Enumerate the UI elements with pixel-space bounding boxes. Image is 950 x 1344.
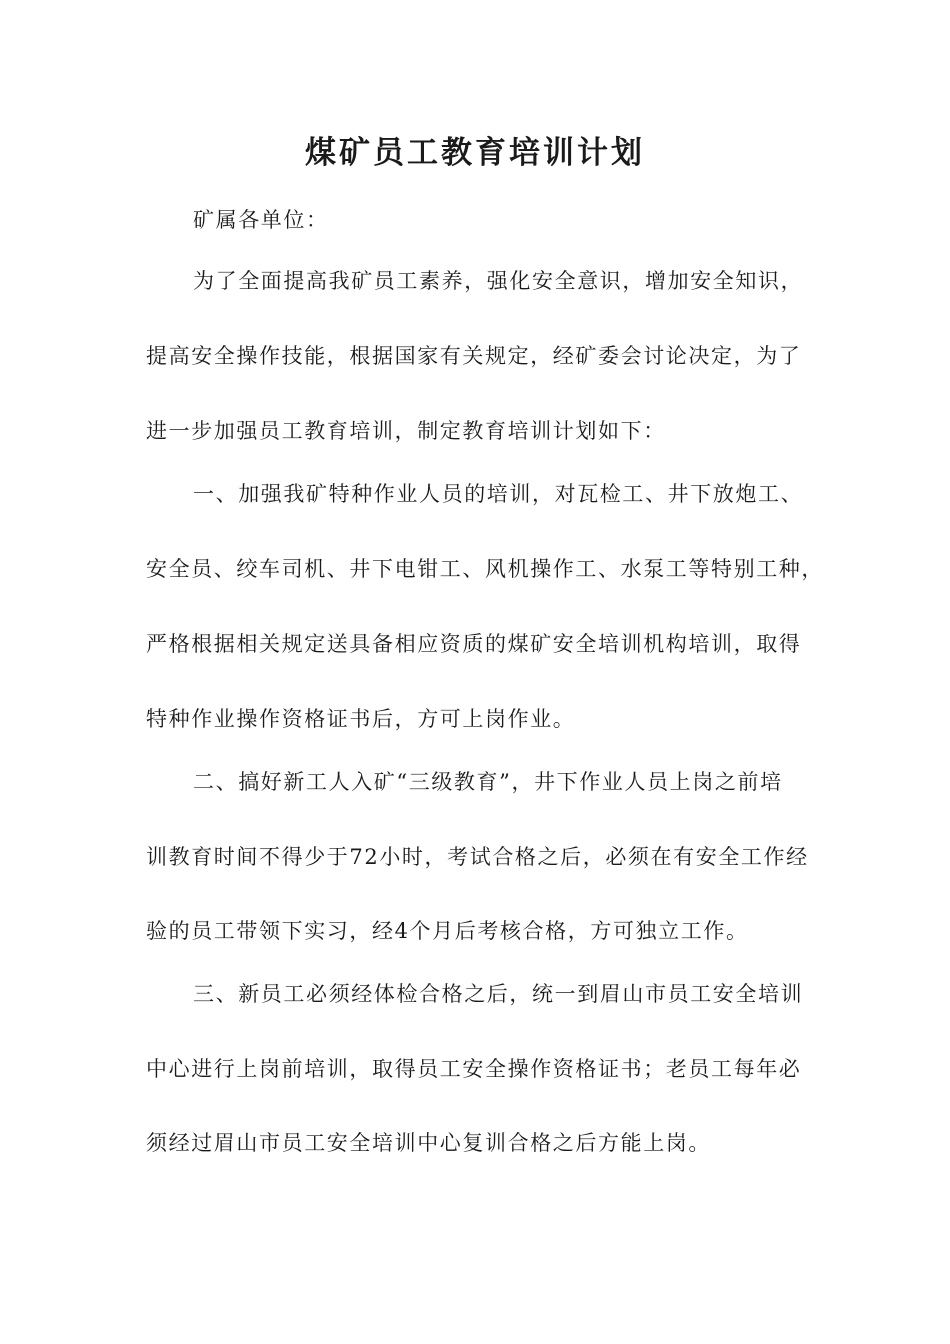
paragraph-item-2-line: 二、搞好新工人入矿“三级教育”，井下作业人员上岗之前培 — [193, 770, 783, 794]
paragraph-item-1-line: 特种作业操作资格证书后，方可上岗作业。 — [146, 707, 576, 731]
paragraph-item-3-line: 须经过眉山市员工安全培训中心复训合格之后方能上岗。 — [146, 1131, 711, 1155]
paragraph-item-2-line: 训教育时间不得少于72小时，考试合格之后，必须在有安全工作经 — [146, 845, 809, 869]
paragraph-item-1-line: 一、加强我矿特种作业人员的培训，对瓦检工、井下放炮工、 — [193, 482, 804, 506]
paragraph-item-1-line: 严格根据相关规定送具备相应资质的煤矿安全培训机构培训，取得 — [146, 632, 802, 656]
paragraph-item-3-line: 三、新员工必须经体检合格之后，统一到眉山市员工安全培训 — [193, 982, 804, 1006]
paragraph-item-3-line: 中心进行上岗前培训，取得员工安全操作资格证书；老员工每年必 — [146, 1057, 802, 1081]
paragraph-intro-line: 进一步加强员工教育培训，制定教育培训计划如下： — [146, 419, 666, 443]
paragraph-intro-line: 为了全面提高我矿员工素养，强化安全意识，增加安全知识， — [193, 269, 804, 293]
paragraph-item-2-line: 验的员工带领下实习，经4个月后考核合格，方可独立工作。 — [146, 919, 749, 943]
paragraph-intro-line: 提高安全操作技能，根据国家有关规定，经矿委会讨论决定，为了 — [146, 344, 802, 368]
salutation: 矿属各单位： — [193, 208, 329, 232]
document-title: 煤矿员工教育培训计划 — [305, 135, 645, 171]
paragraph-item-1-line: 安全员、绞车司机、井下电钳工、风机操作工、水泵工等特别工种， — [146, 557, 824, 581]
